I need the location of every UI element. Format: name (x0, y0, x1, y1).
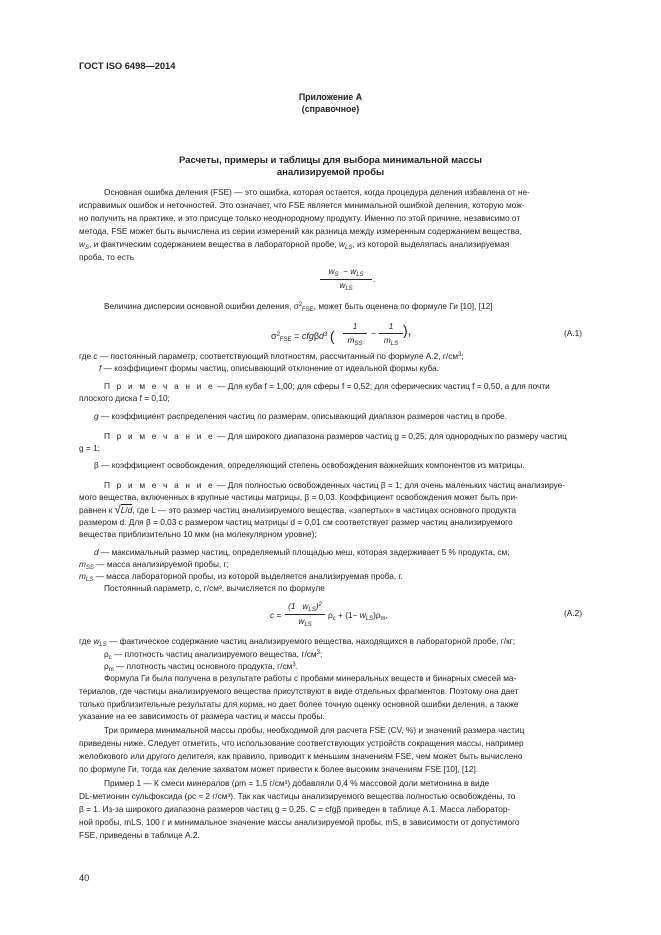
definition-beta: β — коэффициент освобождения, определяющий степень освобождения важнейших компонентов из матрицы. (94, 460, 525, 470)
fraction-denominator: $w_{LS}$ (339, 280, 353, 292)
paragraph-line: но получить на практике, и это присуще только неоднородному продукту. Именно по этой причине, независимо от (79, 213, 521, 223)
definition-g: g — коэффициент распределения частиц по размерам, описывающий диапазон размеров частиц в пробе. (94, 411, 507, 421)
eq1-minus: − (371, 328, 376, 338)
paragraph-line: Формула Ги была получена в результате работы с пробами минеральных веществ и бинарных смесей ма- (104, 673, 517, 683)
eq1-frac2-den: $m_{LS}$ (383, 335, 399, 347)
note-line: П р и м е ч а н и е — Для куба f = 1,00; для сферы f = 0,52; для сферических частиц f = 0,50, а для почти (104, 381, 550, 391)
paragraph-line: Величина дисперсии основной ошибки деления, $\sigma^2_{FSE}$, может быть оценена по формуле Ги [10], [12] (104, 301, 493, 313)
eq1-frac2-bar (379, 333, 403, 334)
definition-rhom: $\rho_m$ — плотность частиц основного продукта, $г/см^3$. (104, 661, 299, 673)
eq1-frac2-num: 1 (388, 321, 394, 331)
note-line: равнен к √L/d, где L — это размер частиц анализируемого вещества, «запертых» в частицах основного продукта (79, 504, 517, 516)
section-title-line2: анализируемой пробы (276, 167, 385, 178)
paragraph-line: исправимых ошибок и неточностей. Это означает, что FSE является минимальной ошибкой деления, которую мож- (79, 200, 525, 210)
definition-d: d — максимальный размер частиц, определяемый площадью меш, которая задерживает 5 % продукта, см; (94, 547, 510, 557)
paragraph-line: указание на ее зависимость от размера частиц и массы пробы. (79, 711, 325, 721)
eq1-close-paren: ), (403, 322, 412, 338)
eq1-frac1-den: $m_{SS}$ (347, 335, 363, 347)
definition-c: где c — постоянный параметр, соответствующий плотностям, рассчитанный по формуле А.2, $г/см^3$; (79, 351, 464, 361)
paragraph-line: только приблизительные результаты для корма, но дает более точную оценку основной ошибки деления, а также (79, 699, 519, 709)
note-line: мого вещества, включенных в крупные частицы матрицы, β = 0,03. Коэффициент освобождения может быть при- (79, 492, 518, 502)
appendix-title: Приложение А (298, 92, 363, 102)
paragraph-line: приведены ниже. Следует отметить, что использование соответствующих устройств сокращения массы, например (79, 738, 524, 748)
example-line: β = 1. Из-за широкого диапазона размеров частиц g = 0,25. C = cfgβ приведен в таблице А.1. Масса лаборатор- (79, 804, 511, 814)
definition-f: f — коэффициент формы частиц, описывающий отклонение от идеальной формы куба. (99, 363, 439, 373)
note-line: плоского диска f = 0,10; (79, 393, 170, 403)
example-line: FSE, приведены в таблице А.2. (79, 830, 200, 840)
fraction-period: . (373, 274, 376, 284)
example-line: Пример 1 — К смеси минералов (ρm = 1.5 г/см³) добавляли 0,4 % массовой доли метионина в виде (104, 778, 490, 788)
definition-wls: где $w_{LS}$ — фактическое содержание частиц анализируемого вещества, находящихся в лабораторной пробе, г/кг; (79, 636, 516, 648)
eq2-bar (285, 614, 325, 615)
paragraph-line: териалов, где частицы анализируемого вещества присутствуют в виде отдельных фрагментов. Поэтому она дает (79, 686, 519, 696)
eq2-den: $w_{LS}$ (298, 616, 312, 628)
paragraph-line: $w_S$, и фактическим содержанием вещества в лабораторной пробе, $w_{LS}$, из которой выделялась анализируемая (79, 239, 510, 251)
page-number: 40 (79, 873, 90, 883)
definition-mls: $m_{LS}$ — масса лабораторной пробы, из которой выделяется анализируемая проба, г. (79, 571, 403, 583)
definition-mss: $m_{SS}$ — масса анализируемой пробы, г; (79, 559, 229, 571)
equation-a2-rhs: $\rho_c + (1- w_{LS})\rho_m$, (328, 610, 388, 622)
equation-a2-lhs: c = (270, 610, 282, 620)
note-line: П р и м е ч а н и е — Для широкого диапазона размеров частиц g = 0,25; для однородных по размеру частиц (104, 431, 567, 441)
paragraph-line: Три примера минимальной массы пробы, необходимой для расчета FSE (CV, %) и значений размера частиц (104, 725, 525, 735)
equation-a2-label: (A.2) (564, 608, 582, 618)
paragraph-line: желобкового или другого делителя, как правило, приводит к меньшим значениям FSE, чем может быть вычислено (79, 751, 523, 761)
eq2-num: (1 $w_{LS})^2$ (288, 601, 322, 613)
paragraph-line: Основная ошибка деления (FSE) — это ошибка, которая остается, когда процедура деления избавлена от не- (104, 187, 530, 197)
note-line: g = 1; (79, 443, 100, 453)
equation-a1: $\sigma^2_{FSE} = cfg\beta d^3$ ( (271, 328, 335, 344)
fraction-numerator: $w_S - w_{LS}$ (328, 266, 364, 278)
section-title-line1: Расчеты, примеры и таблицы для выбора минимальной массы (178, 155, 482, 166)
example-line: DL-метионин сульфоксида (ρc ≈ 2 г/см³). Так как частицы анализируемого вещества полностью освобождены, то (79, 791, 516, 801)
paragraph-line: по формуле Ги, тогда как деление захватом может привести к более высоким значениям FSE [10], [12]. (79, 764, 479, 774)
example-line: ной пробы, mLS, 100 г и минимальное значение массы анализируемой пробы, mS, в зависимости от допустимого (79, 817, 520, 827)
paragraph-line: проба, то есть (79, 252, 135, 262)
note-line: П р и м е ч а н и е — Для полностью освобожденных частиц β = 1; для очень маленьких частиц анализируе- (104, 480, 566, 490)
note-line: размером d. Для β = 0,03 с размером частиц матрицы d = 0,01 см соответствует размер частиц анализируемого (79, 517, 513, 527)
document-id-header: ГОСТ ISO 6498—2014 (79, 61, 176, 71)
note-line: вещества приблизительно 10 мкм (на молекулярном уровне); (79, 529, 317, 539)
appendix-note: (справочное) (301, 104, 360, 114)
eq1-frac1-num: 1 (352, 321, 358, 331)
equation-a1-label: (A.1) (564, 328, 582, 338)
paragraph-line: метода, FSE может быть вычислена из серии измерений как разница между измеренным содержанием вещества, (79, 226, 522, 236)
eq1-frac1-bar (343, 333, 367, 334)
definition-rhoc: $\rho_c$ — плотность частиц анализируемого вещества, $г/см^3$; (104, 649, 323, 661)
c-intro: Постоянный параметр, c, г/см³, вычисляется по формуле (104, 583, 325, 593)
